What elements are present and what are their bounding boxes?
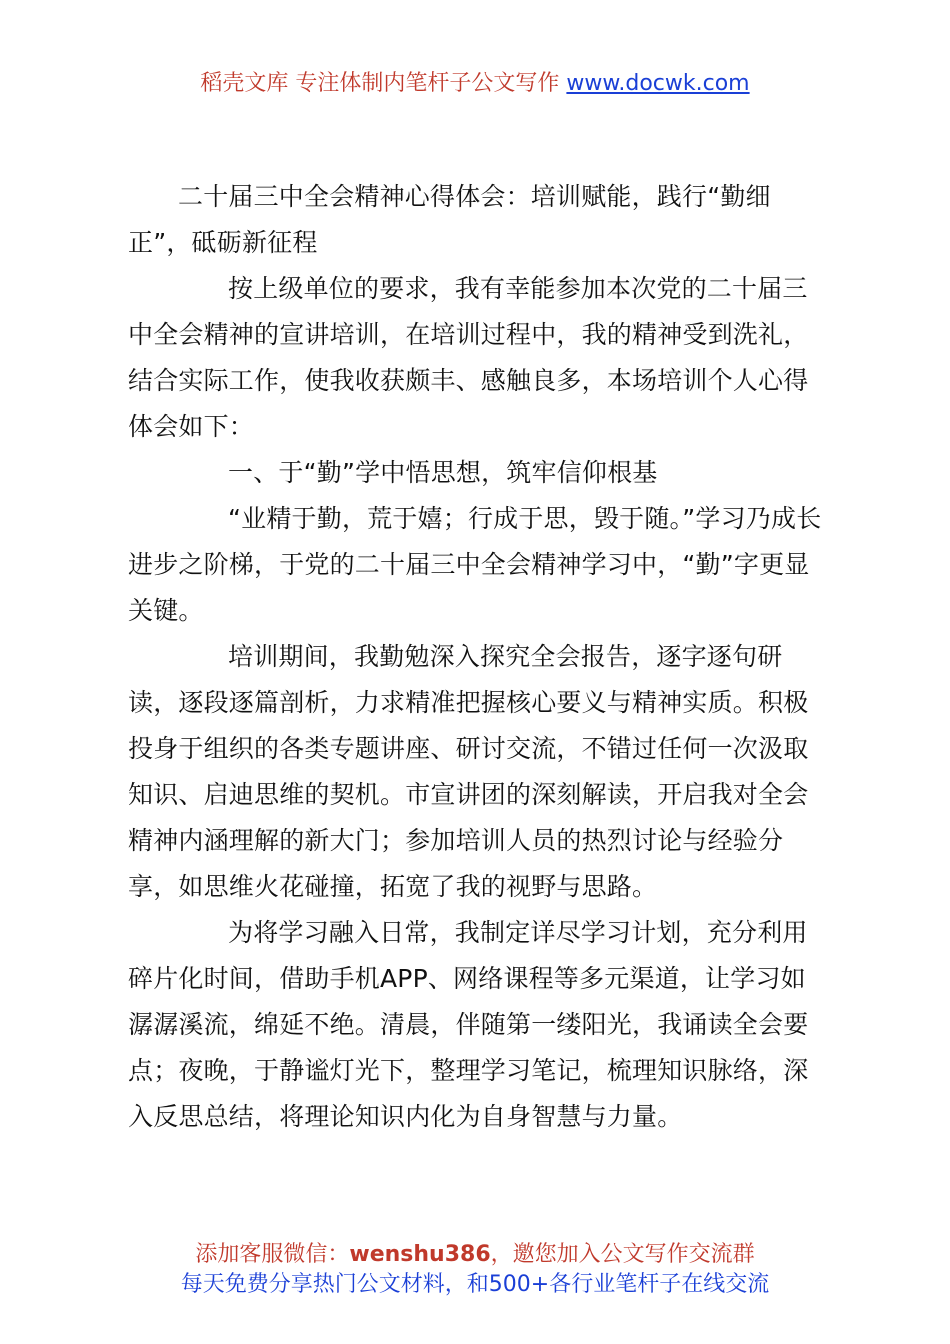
header-url-link[interactable]: www.docwk.com bbox=[566, 71, 750, 96]
page-footer bbox=[0, 1240, 950, 1300]
paragraph-quote: “业精于勤，荒于嬉；行成于思，毁于随。”学习乃成长进步之阶梯，于党的二十届三中全会精神学习中，“勤”字更显关键。 bbox=[128, 504, 822, 625]
document-body bbox=[128, 174, 828, 1140]
header-site-text: 稻壳文库 专注体制内笔杆子公文写作 bbox=[200, 71, 567, 96]
footer-wechat-line bbox=[0, 1240, 950, 1270]
footer-wechat-suffix: ，邀您加入公文写作交流群 bbox=[490, 1242, 755, 1267]
paragraph-intro: 按上级单位的要求，我有幸能参加本次党的二十届三中全会精神的宣讲培训，在培训过程中，我的精神受到洗礼，结合实际工作，使我收获颇丰、感触良多，本场培训个人心得体会如下： bbox=[128, 274, 809, 441]
footer-wechat-id: wenshu386 bbox=[349, 1242, 491, 1267]
paragraph-daily-study: 为将学习融入日常，我制定详尽学习计划，充分利用碎片化时间，借助手机APP、网络课程等多元渠道，让学习如潺潺溪流，绵延不绝。清晨，伴随第一缕阳光，我诵读全会要点；夜晚，于静谧灯光下，整理学习笔记，梳理知识脉络，深入反思总结，将理论知识内化为自身智慧与力量。 bbox=[128, 918, 809, 1131]
paragraph-training: 培训期间，我勤勉深入探究全会报告，逐字逐句研读，逐段逐篇剖析，力求精准把握核心要义与精神实质。积极投身于组织的各类专题讲座、研讨交流，不错过任何一次汲取知识、启迪思维的契机。市宣讲团的深刻解读，开启我对全会精神内涵理解的新大门；参加培训人员的热烈讨论与经验分享，如思维火花碰撞，拓宽了我的视野与思路。 bbox=[128, 642, 809, 901]
footer-share-line: 每天免费分享热门公文材料，和500+各行业笔杆子在线交流 bbox=[180, 1272, 770, 1297]
document-title: 二十届三中全会精神心得体会：培训赋能，践行“勤细正”，砥砺新征程 bbox=[128, 182, 771, 257]
section-heading-1: 一、于“勤”学中悟思想，筑牢信仰根基 bbox=[228, 458, 658, 487]
page-header bbox=[0, 68, 950, 100]
footer-wechat-prefix: 添加客服微信： bbox=[195, 1242, 350, 1267]
